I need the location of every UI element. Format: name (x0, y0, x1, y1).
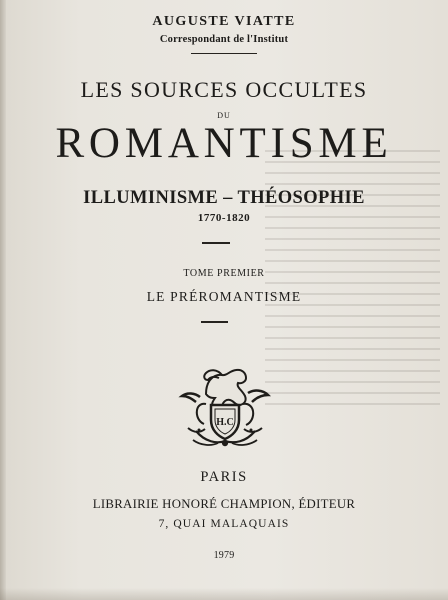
title-connector: DU (217, 111, 231, 120)
emblem-monogram: H.C (216, 417, 234, 428)
publisher-address: 7, QUAI MALAQUAIS (158, 518, 290, 530)
publisher-name: LIBRAIRIE HONORÉ CHAMPION, ÉDITEUR (92, 497, 356, 511)
publisher-city: PARIS (200, 469, 248, 485)
volume-label: TOME PREMIER (183, 268, 265, 279)
book-topics: ILLUMINISME – THÉOSOPHIE (83, 188, 365, 208)
author-affiliation: Correspondant de l'Institut (159, 34, 289, 45)
publication-year: 1979 (213, 550, 235, 561)
section-title: LE PRÉROMANTISME (146, 289, 302, 304)
book-years: 1770-1820 (197, 212, 251, 224)
book-main-title: ROMANTISME (55, 120, 393, 167)
author-name: AUGUSTE VIATTE (152, 14, 296, 29)
page-bottom-shadow (0, 588, 448, 600)
title-divider (202, 242, 230, 244)
book-subtitle: LES SOURCES OCCULTES (80, 77, 368, 102)
author-divider (191, 53, 257, 54)
horse-crest-icon (172, 362, 278, 450)
section-divider (201, 321, 228, 323)
